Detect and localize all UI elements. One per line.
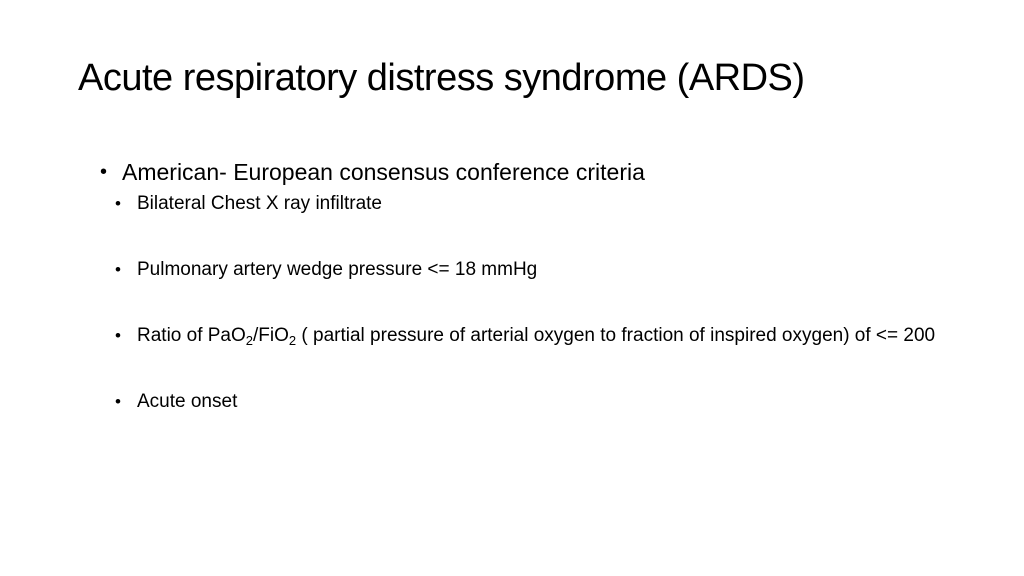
ratio-subscript-1: 2	[245, 333, 254, 348]
ratio-suffix: ( partial pressure of arterial oxygen to fraction of inspired oxygen) of <= 200	[296, 325, 936, 346]
criteria-pao2-fio2-ratio	[115, 323, 960, 349]
criteria-acute-onset: • Acute onset	[115, 389, 960, 415]
ratio-mid: /FiO	[253, 325, 289, 346]
criteria-wedge-pressure: • Pulmonary artery wedge pressure <= 18 mmHg	[115, 257, 960, 283]
criteria-list	[115, 191, 960, 415]
slide-content	[100, 157, 960, 455]
ratio-prefix: Ratio of PaO	[137, 325, 246, 346]
ratio-subscript-2: 2	[288, 333, 297, 348]
criteria-chest-xray: • Bilateral Chest X ray infiltrate	[115, 191, 960, 217]
main-bullet: • American- European consensus conference criteria	[100, 157, 960, 187]
slide-title: Acute respiratory distress syndrome (ARDS)	[78, 57, 805, 99]
